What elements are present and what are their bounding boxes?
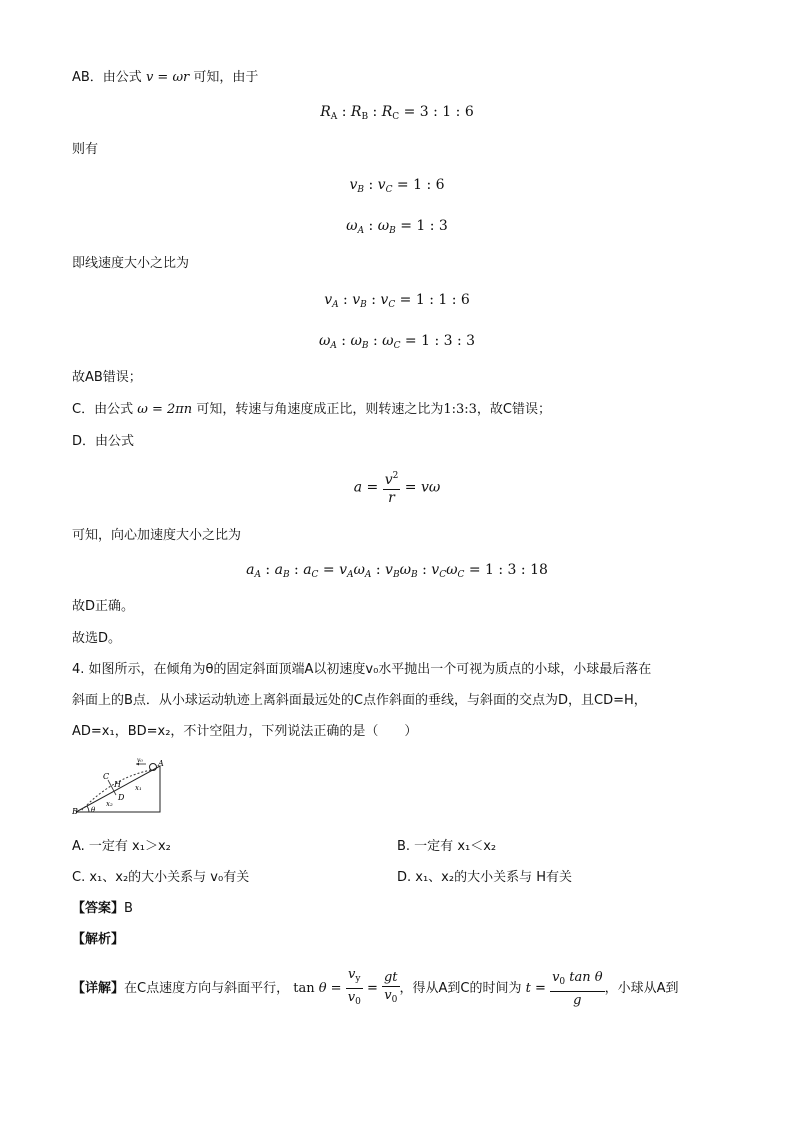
incline-figure [72,756,166,818]
label-A: A [158,759,164,768]
answer-tag: 【答案】 [72,901,125,916]
label-H: H [114,780,121,789]
text: ，故C错误； [476,402,551,417]
answer-line [72,900,133,918]
text: AB．由公式 [72,70,142,85]
fraction-gt-v0: $\frac{gt}{v_0}$ [383,969,398,1005]
paragraph-c [72,401,551,419]
option-b: B. 一定有 x₁＜x₂ [397,839,497,854]
equation-radius-ratio: $R_A$ : $R_B$ : $R_C = 3$ : 1 : 6 [320,104,474,122]
text-then: 则有 [72,142,99,157]
text: 在C点速度方向与斜面平行， [124,981,290,996]
detail-line: 【详解】在C点速度方向与斜面平行， tan θ = $\frac{v_y}{v_0}$ = $\frac{gt}{v_0}$ ，得从A到C的时间为 t = $\frac{v_0 \tan \theta}{g}$ ，小球从A到 [72,966,679,1011]
detail-tag: 【详解】 [72,981,125,996]
fraction-vy-v0: $\frac{v_y}{v_0}$ [347,967,361,1007]
analysis-label: 【解析】 [72,932,125,947]
option-d: D. x₁、x₂的大小关系与 H有关 [397,870,572,885]
formula-v-omega-r: v = ωr [145,70,190,85]
label-B: B [72,807,78,816]
label-x1: x₁ [135,784,142,792]
label-D: D [118,793,125,802]
equation-vabc: $v_A$ : $v_B$ : $v_C = 1$ : 1 : 6 [324,292,470,310]
question-line-3: AD=x₁，BD=x₂，不计空阻力，下列说法正确的是（ ） [72,724,418,739]
label-x2: x₂ [106,800,113,808]
text-linear-ratio: 即线速度大小之比为 [72,256,190,271]
text: ，得从A到C的时间为 [399,981,522,996]
text-choose-d: 故选D。 [72,631,122,646]
text-centripetal-ratio: 可知，向心加速度大小之比为 [72,528,242,543]
answer-value: B [124,901,133,916]
option-a: A. 一定有 x₁＞x₂ [72,839,171,854]
text: C．由公式 [72,402,134,417]
option-c: C. x₁、x₂的大小关系与 v₀有关 [72,870,250,885]
label-v0: v₀ [137,757,143,764]
fraction-time: $\frac{v_0 \tan \theta}{g}$ [552,969,603,1008]
text: ，小球从A到 [604,981,679,996]
text-d-prefix: D．由公式 [72,434,135,449]
analysis-tag [72,931,124,949]
text: 可知，由于 [193,70,259,85]
text-ab-wrong: 故AB错误； [72,370,142,385]
question-line-1: 4. 如图所示，在倾角为θ的固定斜面顶端A以初速度v₀水平抛出一个可视为质点的小球，小球最后落在 [72,662,652,677]
paragraph-ab-intro [72,69,258,87]
label-C: C [103,772,110,781]
equation-aabc: $a_A$ : $a_B$ : $a_C = v_A\omega_A$ : $v_B\omega_B$ : $v_C\omega_C = 1$ : 3 : 18 [246,562,548,580]
question-line-2: 斜面上的B点．从小球运动轨迹上离斜面最远处的C点作斜面的垂线，与斜面的交点为D，且CD=H， [72,693,647,708]
text: 可知，转速与角速度成正比，则转速之比为 [196,402,444,417]
equation-wabc: $\omega_A$ : $\omega_B$ : $\omega_C = 1$ : 3 : 3 [318,333,476,351]
text-d-right: 故D正确。 [72,599,135,614]
label-theta: θ [91,806,96,814]
ratio: 1:3:3 [443,402,477,417]
equation-centripetal: a = $\frac{v^2}{r}$ = vω [0,468,794,507]
equation-wa-wb: $\omega_A$ : $\omega_B = 1$ : 3 [346,218,448,236]
equation-vb-vc: $v_B$ : $v_C = 1$ : 6 [349,177,445,195]
formula-omega-2pin: ω = 2πn [137,402,193,417]
